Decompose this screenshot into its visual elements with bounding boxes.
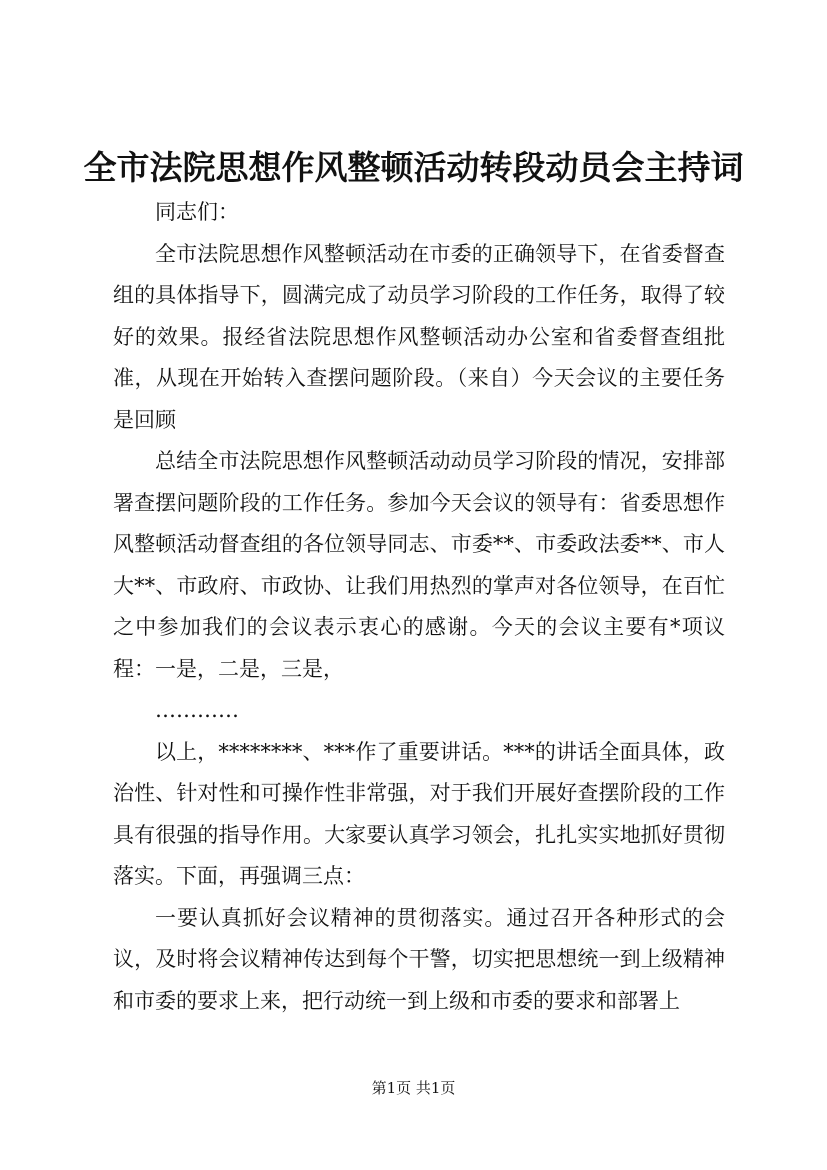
document-body xyxy=(113,192,725,1022)
body-paragraph: 一要认真抓好会议精神的贯彻落实。通过召开各种形式的会议，及时将会议精神传达到每个干警，切实把思想统一到上级精神和市委的要求上来，把行动统一到上级和市委的要求和部署上 xyxy=(113,905,725,1013)
greeting-paragraph: 同志们： xyxy=(155,200,239,224)
document-title: 全市法院思想作风整顿活动转段动员会主持词 xyxy=(83,148,744,187)
body-paragraph: 全市法院思想作风整顿活动在市委的正确领导下，在省委督查组的具体指导下，圆满完成了动员学习阶段的工作任务，取得了较好的效果。报经省法院思想作风整顿活动办公室和省委督查组批准，从现在开始转入查摆问题阶段。（来自）今天会议的主要任务是回顾 xyxy=(113,241,725,432)
page-footer: 第1页 共1页 xyxy=(371,1079,456,1097)
ellipsis-line: ………… xyxy=(155,698,239,722)
body-paragraph: 总结全市法院思想作风整顿活动动员学习阶段的情况，安排部署查摆问题阶段的工作任务。参加今天会议的领导有：省委思想作风整顿活动督查组的各位领导同志、市委**、市委政法委**、市人大**、市政府、市政协、让我们用热烈的掌声对各位领导，在百忙之中参加我们的会议表示衷心的感谢。今天的会议主要有*项议程：一是，二是，三是， xyxy=(113,449,725,681)
body-paragraph: 以上，********、***作了重要讲话。***的讲话全面具体，政治性、针对性和可操作性非常强，对于我们开展好查摆阶段的工作具有很强的指导作用。大家要认真学习领会，扎扎实实地抓好贯彻落实。下面，再强调三点： xyxy=(113,739,725,888)
